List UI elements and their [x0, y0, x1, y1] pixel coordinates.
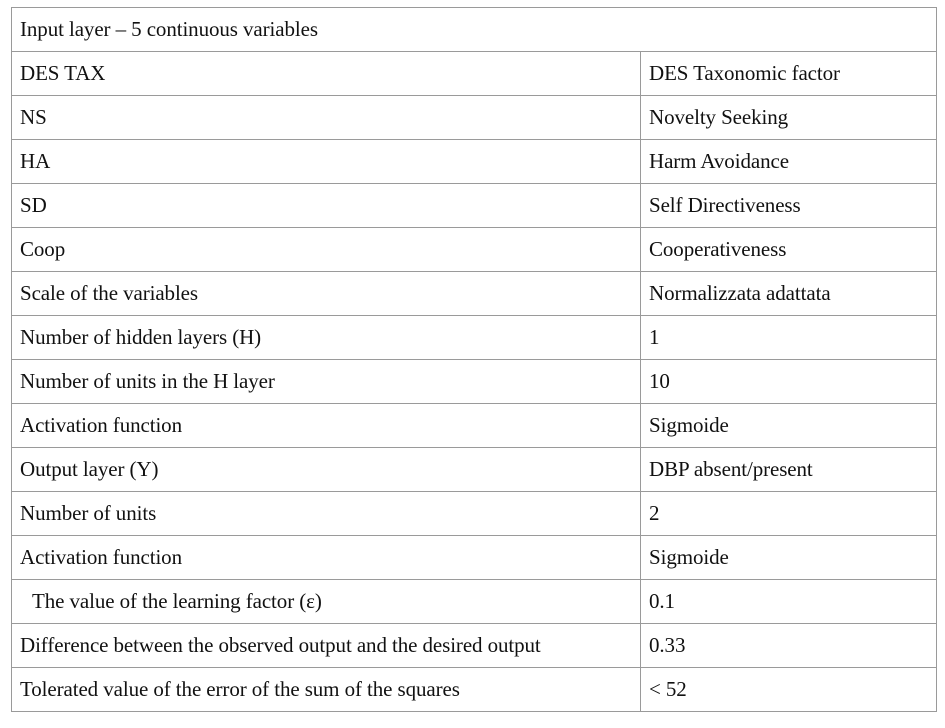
- row-value: Normalizzata adattata: [641, 272, 937, 316]
- row-value: Sigmoide: [641, 404, 937, 448]
- table-row: [12, 140, 937, 184]
- network-parameters-table: [11, 7, 937, 712]
- row-value: Harm Avoidance: [641, 140, 937, 184]
- row-value: DES Taxonomic factor: [641, 52, 937, 96]
- row-label: Number of units: [12, 492, 641, 536]
- row-value: 10: [641, 360, 937, 404]
- row-label: The value of the learning factor (ε): [12, 580, 641, 624]
- row-value: Self Directiveness: [641, 184, 937, 228]
- table-row: [12, 536, 937, 580]
- row-label: Scale of the variables: [12, 272, 641, 316]
- row-label: Activation function: [12, 404, 641, 448]
- table-row: [12, 272, 937, 316]
- input-layer-header: Input layer – 5 continuous variables: [12, 8, 937, 52]
- row-label: Activation function: [12, 536, 641, 580]
- table-row: [12, 360, 937, 404]
- table-row: [12, 52, 937, 96]
- table-row: [12, 448, 937, 492]
- row-value: Sigmoide: [641, 536, 937, 580]
- table-row: [12, 228, 937, 272]
- row-value: Novelty Seeking: [641, 96, 937, 140]
- table-row: [12, 316, 937, 360]
- row-value: DBP absent/present: [641, 448, 937, 492]
- row-value: Cooperativeness: [641, 228, 937, 272]
- row-value: 0.1: [641, 580, 937, 624]
- table-row: [12, 96, 937, 140]
- row-label: Difference between the observed output and the desired output: [12, 624, 641, 668]
- row-label: DES TAX: [12, 52, 641, 96]
- row-label: NS: [12, 96, 641, 140]
- table-row: [12, 624, 937, 668]
- table-row: [12, 404, 937, 448]
- table-header-row: [12, 8, 937, 52]
- table-row: [12, 580, 937, 624]
- row-label: Output layer (Y): [12, 448, 641, 492]
- row-value: 1: [641, 316, 937, 360]
- row-value: 2: [641, 492, 937, 536]
- table-row: [12, 668, 937, 712]
- row-label: SD: [12, 184, 641, 228]
- row-value: < 52: [641, 668, 937, 712]
- row-label: Number of units in the H layer: [12, 360, 641, 404]
- table-row: [12, 184, 937, 228]
- table-row: [12, 492, 937, 536]
- row-value: 0.33: [641, 624, 937, 668]
- row-label: Number of hidden layers (H): [12, 316, 641, 360]
- row-label: Coop: [12, 228, 641, 272]
- row-label: HA: [12, 140, 641, 184]
- row-label: Tolerated value of the error of the sum of the squares: [12, 668, 641, 712]
